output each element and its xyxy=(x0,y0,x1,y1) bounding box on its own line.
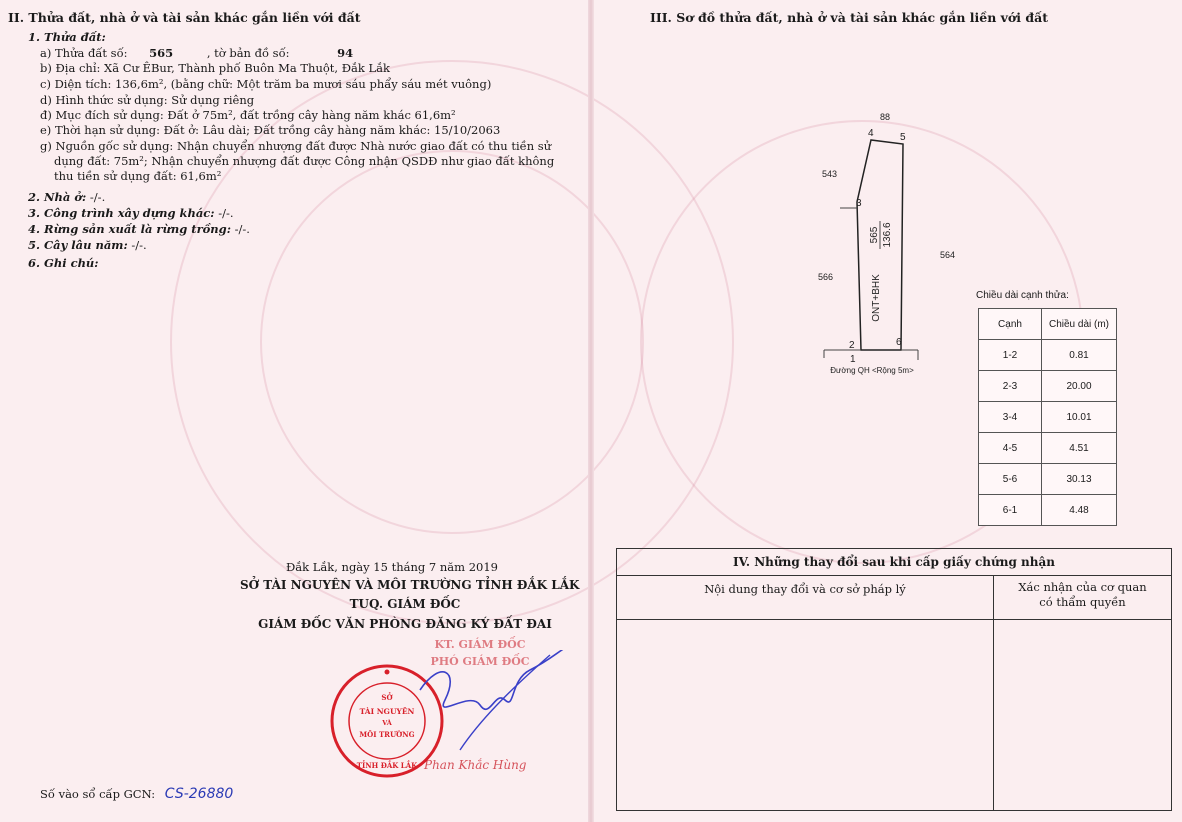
perennial-trees-line: 5. Cây lâu năm: -/-. xyxy=(28,238,147,252)
edge-col-header: Cạnh xyxy=(979,309,1042,340)
origin-line-3: thu tiền sử dụng đất: 61,6m² xyxy=(54,169,222,183)
gcn-registry-line xyxy=(40,786,233,802)
svg-text:543: 543 xyxy=(822,169,838,179)
changes-content-header: Nội dung thay đổi và cơ sở pháp lý xyxy=(617,576,994,620)
issue-date: Đắk Lắk, ngày 15 tháng 7 năm 2019 xyxy=(286,560,498,574)
map-sheet-number: 94 xyxy=(337,46,354,60)
area-line: c) Diện tích: 136,6m², (bằng chữ: Một trăm ba mươi sáu phẩy sáu mét vuông) xyxy=(40,77,492,91)
table-row: 1-2 0.81 xyxy=(979,340,1117,371)
svg-text:Đường QH <Rộng 5m>: Đường QH <Rộng 5m> xyxy=(830,366,914,375)
svg-text:4: 4 xyxy=(868,128,874,139)
issuer-authority: TUQ. GIÁM ĐỐC xyxy=(349,597,461,611)
section-ii-title: II. Thửa đất, nhà ở và tài sản khác gắn liền với đất xyxy=(8,10,361,25)
table-row: 2-3 20.00 xyxy=(979,371,1117,402)
deputy-title-2: PHÓ GIÁM ĐỐC xyxy=(430,655,530,668)
origin-line-1: g) Nguồn gốc sử dụng: Nhận chuyển nhượng đất được Nhà nước giao đất có thu tiền sử xyxy=(40,139,552,153)
svg-text:MÔI TRƯỜNG: MÔI TRƯỜNG xyxy=(359,730,415,739)
usage-purpose-line: đ) Mục đích sử dụng: Đất ở 75m², đất trồng cây hàng năm khác 61,6m² xyxy=(40,108,456,122)
parcel-number-line xyxy=(40,46,353,60)
svg-text:566: 566 xyxy=(818,272,834,282)
svg-text:2: 2 xyxy=(849,340,855,351)
planted-forest-line: 4. Rừng sản xuất là rừng trồng: -/-. xyxy=(28,222,250,236)
left-page xyxy=(0,0,590,822)
deputy-title-1: KT. GIÁM ĐỐC xyxy=(434,638,526,651)
usage-term-line: e) Thời hạn sử dụng: Đất ở: Lâu dài; Đất trồng cây hàng năm khác: 15/10/2063 xyxy=(40,123,501,137)
gcn-registry-number: CS-26880 xyxy=(164,786,234,802)
usage-form-line: d) Hình thức sử dụng: Sử dụng riêng xyxy=(40,93,255,107)
changes-title: IV. Những thay đổi sau khi cấp giấy chứng nhận xyxy=(617,549,1172,576)
handwritten-signature xyxy=(400,650,600,760)
parcel-heading: 1. Thửa đất: xyxy=(28,30,106,44)
changes-confirm-cell xyxy=(994,620,1172,811)
table-row: 6-1 4.48 xyxy=(979,495,1117,526)
issuer-department: SỞ TÀI NGUYÊN VÀ MÔI TRƯỜNG TỈNH ĐẮK LẮK xyxy=(240,578,580,592)
svg-text:88: 88 xyxy=(879,112,891,122)
changes-content-cell xyxy=(617,620,994,811)
gcn-registry-label: Số vào sổ cấp GCN: xyxy=(40,787,156,801)
issuer-office: GIÁM ĐỐC VĂN PHÒNG ĐĂNG KÝ ĐẤT ĐAI xyxy=(258,617,552,631)
svg-text:ONT+BHK: ONT+BHK xyxy=(871,274,882,322)
changes-table xyxy=(616,548,1172,811)
changes-confirm-header: Xác nhận của cơ quan có thẩm quyền xyxy=(994,576,1172,620)
edges-caption: Chiều dài cạnh thửa: xyxy=(976,290,1069,301)
svg-text:TỈNH ĐẮK LẮK: TỈNH ĐẮK LẮK xyxy=(356,761,418,770)
svg-text:SỞ: SỞ xyxy=(381,693,393,702)
origin-line-2: dụng đất: 75m²; Nhận chuyển nhượng đất được Công nhận QSDĐ như giao đất không xyxy=(54,154,555,168)
other-works-line: 3. Công trình xây dựng khác: -/-. xyxy=(28,206,234,220)
svg-text:6: 6 xyxy=(896,337,902,348)
address-line: b) Địa chỉ: Xã Cư ÊBur, Thành phố Buôn Ma Thuột, Đắk Lắk xyxy=(40,61,390,75)
svg-text:565: 565 xyxy=(869,226,880,244)
parcel-number-label: a) Thửa đất số: xyxy=(40,46,128,60)
table-row: 3-4 10.01 xyxy=(979,402,1117,433)
svg-text:564: 564 xyxy=(940,250,956,260)
parcel-labels xyxy=(592,60,1012,390)
svg-text:VÀ: VÀ xyxy=(382,719,392,727)
svg-text:1: 1 xyxy=(850,354,856,365)
svg-text:3: 3 xyxy=(856,198,862,209)
house-line: 2. Nhà ở: -/-. xyxy=(28,190,106,204)
section-iii-title: III. Sơ đồ thửa đất, nhà ở và tài sản khác gắn liền với đất xyxy=(650,10,1048,25)
svg-text:5: 5 xyxy=(900,132,906,143)
svg-text:TÀI NGUYÊN: TÀI NGUYÊN xyxy=(359,707,415,716)
edge-length-table xyxy=(978,308,1117,526)
edge-table-header xyxy=(979,309,1117,340)
right-page xyxy=(592,0,1182,822)
table-row: 4-5 4.51 xyxy=(979,433,1117,464)
parcel-number: 565 xyxy=(149,46,174,60)
svg-text:136.6: 136.6 xyxy=(882,222,893,248)
length-col-header: Chiều dài (m) xyxy=(1042,309,1117,340)
table-row: 5-6 30.13 xyxy=(979,464,1117,495)
notes-heading: 6. Ghi chú: xyxy=(28,256,99,270)
signer-name: Phan Khắc Hùng xyxy=(424,758,527,772)
map-sheet-label: , tờ bản đồ số: xyxy=(206,46,290,60)
